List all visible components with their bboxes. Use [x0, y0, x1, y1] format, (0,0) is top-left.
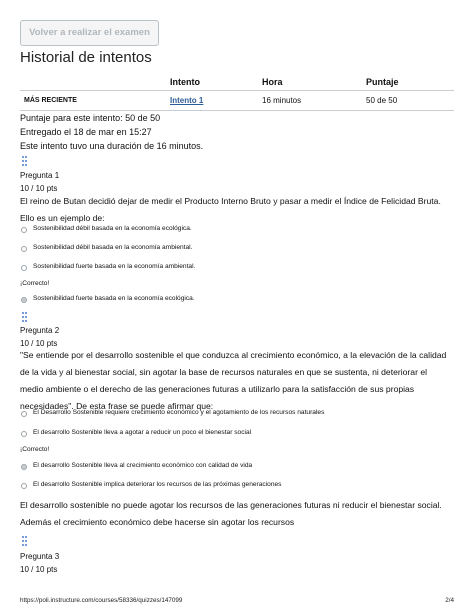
answer-option: Sostenibilidad débil basada en la economía ambiental. — [33, 244, 193, 251]
column-header-score: Puntaje — [366, 73, 454, 91]
answer-option: El desarrollo Sostenible lleva a agotar a reducir un poco el bienestar social — [33, 429, 252, 436]
table-row — [20, 91, 454, 111]
score-summary: Puntaje para este intento: 50 de 50 — [20, 113, 161, 123]
drag-handle-icon[interactable] — [22, 156, 27, 166]
question-title: Pregunta 3 — [20, 552, 60, 561]
question-text: "Se entiende por el desarrollo sostenible el que conduzca al crecimiento económico, a la elevación de la calidad de la vida y al bienestar social, sin agotar la base de recursos naturales en que se sustenta, ni deteriorar el medio ambiente o el derecho de las generaciones futuras a utilizarlo para la satisfacción de sus propias necesidades". De esta frase se puede afirmar que: — [20, 350, 447, 411]
page-url: https://poli.instructure.com/courses/58336/quizzes/147099 — [20, 597, 183, 604]
column-header-empty — [20, 73, 170, 91]
attempt-row-label: MÁS RECIENTE — [20, 91, 170, 111]
option-radio[interactable] — [21, 411, 27, 417]
answer-option: Sostenibilidad débil basada en la economía ecológica. — [33, 225, 192, 232]
answer-explanation: El desarrollo sostenible no puede agotar los recursos de las generaciones futuras ni reducir el bienestar social. Además el crecimiento económico debe hacerse sin agotar los recursos — [20, 500, 442, 527]
option-radio[interactable] — [21, 483, 27, 489]
question-points: 10 / 10 pts — [20, 184, 58, 193]
attempt-cell — [170, 91, 262, 111]
page-number: 2/4 — [445, 597, 454, 604]
option-radio[interactable] — [21, 431, 27, 437]
print-footer — [20, 597, 454, 604]
correct-answer-option: El desarrollo Sostenible lleva al crecimiento económico con calidad de vida — [33, 462, 253, 469]
drag-handle-icon[interactable] — [22, 536, 27, 546]
answer-option: El desarrollo Sostenible implica deteriorar los recursos de las próximas generaciones — [33, 481, 282, 488]
answer-option: Sostenibilidad fuerte basada en la economía ambiental. — [33, 263, 196, 270]
page-title: Historial de intentos — [20, 49, 152, 66]
correct-answer-option: Sostenibilidad fuerte basada en la economía ecológica. — [33, 295, 195, 302]
correct-label: ¡Correcto! — [20, 446, 50, 453]
question-title: Pregunta 1 — [20, 171, 60, 180]
attempt-link[interactable]: Intento 1 — [170, 96, 204, 105]
attempt-time: 16 minutos — [262, 91, 366, 111]
correct-label: ¡Correcto! — [20, 280, 50, 287]
answer-option: El Desarrollo Sostenible requiere crecimiento económico y el agotamiento de los recursos naturales — [33, 409, 325, 416]
column-header-time: Hora — [262, 73, 366, 91]
attempt-score: 50 de 50 — [366, 91, 454, 111]
question-title: Pregunta 2 — [20, 326, 60, 335]
option-radio[interactable] — [21, 227, 27, 233]
selected-option-radio[interactable] — [21, 297, 27, 303]
column-header-attempt: Intento — [170, 73, 262, 91]
question-text: El reino de Butan decidió dejar de medir el Producto Interno Bruto y pasar a medir el Índice de Felicidad Bruta. Ello es un ejemplo de: — [20, 196, 441, 223]
submitted-date: Entregado el 18 de mar en 15:27 — [20, 127, 152, 137]
attempt-duration: Este intento tuvo una duración de 16 minutos. — [20, 141, 204, 151]
selected-option-radio[interactable] — [21, 464, 27, 470]
drag-handle-icon[interactable] — [22, 312, 27, 322]
option-radio[interactable] — [21, 246, 27, 252]
option-radio[interactable] — [21, 265, 27, 271]
question-points: 10 / 10 pts — [20, 339, 58, 348]
table-header-row — [20, 73, 454, 91]
attempts-table — [20, 73, 454, 111]
question-points: 10 / 10 pts — [20, 565, 58, 574]
retake-quiz-button[interactable]: Volver a realizar el examen — [20, 20, 159, 46]
